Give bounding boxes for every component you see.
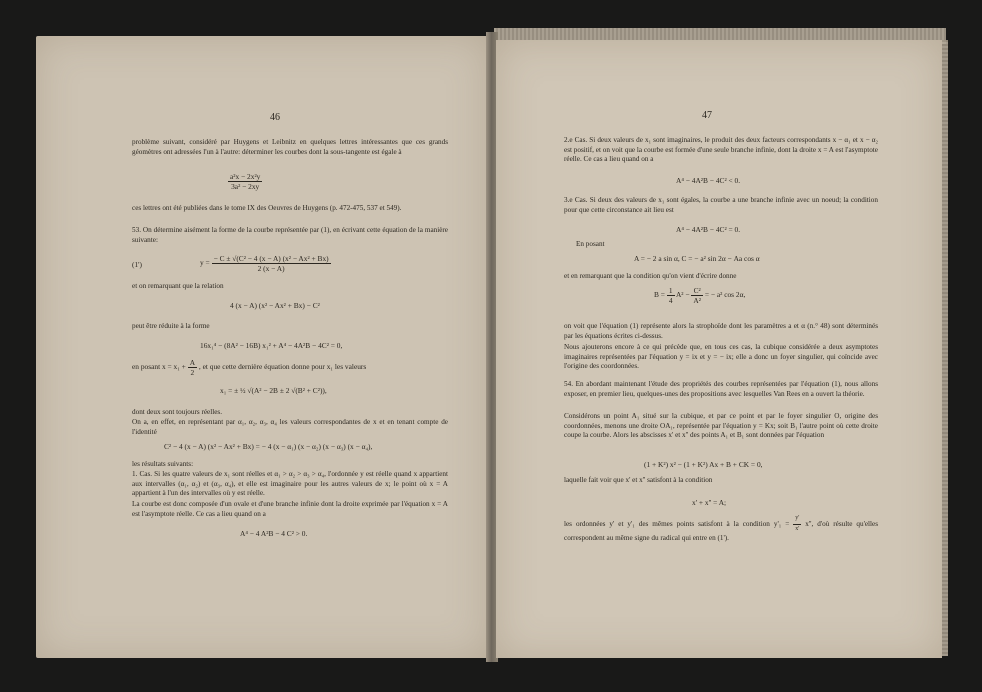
fraction-numerator: y': [793, 514, 801, 525]
equation-lhs: y =: [200, 258, 210, 268]
text-line: les ordonnées y' et y'₁ des mêmes points satisfont à la condition y'₁ =: [564, 519, 790, 528]
paragraph: [564, 476, 878, 486]
paragraph: [132, 138, 448, 157]
fraction-denominator: x': [795, 525, 800, 532]
fraction-numerator: C²: [691, 286, 703, 296]
equation: C² − 4 (x − A) (x² − Ax² + Bx) = − 4 (x − α₁) (x − α₂) (x − α₃) (x − α₄),: [164, 442, 373, 451]
equation-inline: [132, 358, 366, 377]
paragraph: [132, 204, 448, 214]
paragraph: [564, 412, 878, 441]
paragraph: [564, 343, 878, 372]
paragraph: [132, 418, 448, 437]
text-line: 3.e Cas. Si deux des valeurs de x₁ sont égales, la courbe a une branche infinie avec un noeud; la condition pour que cette circonstance ait lieu est: [564, 196, 878, 214]
paragraph: [564, 514, 878, 544]
equation: 16x₁⁴ − (8A² − 16B) x₁² + A⁴ − 4A²B − 4C² = 0,: [200, 341, 343, 350]
paragraph: [132, 470, 448, 499]
fraction-denominator: A²: [693, 296, 701, 305]
fraction-numerator: 1: [668, 286, 673, 295]
equation-lhs: B =: [654, 290, 665, 300]
text-line: x'', d'où résulte qu'elles correspondent au même signe du radical qui entre en (1').: [564, 519, 879, 543]
paragraph: [132, 226, 448, 245]
fraction-denominator: 4: [668, 296, 673, 305]
equation: A⁴ − 4 A²B − 4 C² > 0.: [240, 529, 308, 538]
text-line: 54. En abordant maintenant l'étude des propriétés des courbes représentées par l'équation (1), nous allons exposer, en premier lieu, quelques-unes des propositions avec lesquelles Van Rees en a ouvert la théorie.: [564, 380, 878, 398]
equation-term: = − a² cos 2α,: [704, 290, 746, 300]
paragraph: [564, 136, 878, 165]
equation: x₁ = ± ½ √(A² − 2B ± 2 √(B² + C²)),: [220, 386, 327, 395]
text-line: 53. On détermine aisément la forme de la courbe représentée par (1), en écrivant cette équation de la manière suivante:: [132, 226, 448, 244]
text-line: La courbe est donc composée d'un ovale et d'une branche infinie dont la droite exprimée par l'équation x = A est l'asymptote réelle. Ce cas a lieu quand on a: [132, 500, 448, 518]
paragraph: [564, 272, 878, 282]
text-line: on voit que l'équation (1) représente alors la strophoïde dont les paramètres a et α (n.° 48) sont déterminés par les équations écrites ci-dessus.: [564, 322, 878, 340]
text-line: dont deux sont toujours réelles.: [132, 408, 223, 416]
text-line: ces lettres ont été publiées dans le tome IX des Oeuvres de Huygens (p. 472-475, 537 et 549).: [132, 204, 402, 212]
equation: x' + x'' = A;: [692, 498, 727, 507]
equation-term: A² −: [675, 290, 690, 300]
fraction-denominator: 3a² − 2xy: [231, 182, 260, 191]
text-line: On a, en effet, en représentant par α₁, α₂, α₃, α₄ les valeurs correspondantes de x et en tenant compte de l'identité: [132, 418, 448, 436]
text-line: Considérons un point A₁ situé sur la cubique, et par ce point et par le foyer singulier O, origine des coordonnées, menons une droite OA₁, représentée par l'équation y = Kx; soit B₁ l'autre point où cette droite coupe la courbe. Alors les abscisses x' et x'' des points A₁ et B₁ sont données par l'équation: [564, 412, 878, 440]
text-line: et en remarquant que la condition qu'on vient d'écrire donne: [564, 272, 737, 280]
paragraph: [132, 408, 448, 418]
equation-label: (1'): [132, 260, 142, 269]
left-page: [36, 36, 488, 658]
fraction-numerator: A: [189, 358, 196, 367]
paragraph: [564, 322, 878, 341]
right-page: [496, 40, 942, 658]
text-line: 2.e Cas. Si deux valeurs de x₁ sont imaginaires, le produit des deux facteurs correspondants x − α₁ et x − α₂ est positif, et on voit que la courbe est formée d'une seule branche infinie, dont la droite x = A est l'asymptote réelle. Ce cas a lieu quand on a: [564, 136, 878, 164]
text-line: et on remarquant que la relation: [132, 282, 224, 290]
text-line: les résultats suivants:: [132, 460, 194, 468]
fraction-denominator: 2: [190, 368, 195, 377]
text-line: peut être réduite à la forme: [132, 322, 210, 330]
page-number: 47: [702, 110, 712, 121]
text-line: laquelle fait voir que x' et x'' satisfont à la condition: [564, 476, 713, 484]
paragraph: [564, 380, 878, 399]
fraction-denominator: 2 (x − A): [257, 264, 285, 273]
fraction-numerator: a²x − 2x²y: [230, 172, 261, 181]
equation: A = − 2 a sin α, C = − a² sin 2α − Aa cos α: [634, 254, 760, 263]
text-line: Nous ajouterons encore à ce qui précède que, en tous ces cas, la cubique considérée a deux asymptotes imaginaires représentées par l'équation y = ix et y = − ix; elle a donc un foyer singulier, qui coïncide avec l'origine des coordonnées.: [564, 343, 878, 371]
equation: (1 + K²) x² − (1 + K²) Ax + B + CK = 0,: [644, 460, 763, 469]
paragraph: [132, 322, 448, 332]
text-line: , et que cette dernière équation donne pour x₁ les valeurs: [198, 362, 367, 372]
text-line: problème suivant, considéré par Huygens et Leibnitz en quelques lettres intéressantes que ces grands géomètres ont adressées l'un à l'autre: déterminer les courbes dont la sous-tangente est égale à: [132, 138, 448, 156]
equation: A⁴ − 4A²B − 4C² < 0.: [676, 176, 741, 185]
equation: [654, 286, 745, 305]
equation: [228, 172, 262, 191]
paragraph: [576, 240, 876, 250]
paragraph: [132, 460, 448, 470]
paragraph: [132, 500, 448, 519]
text-line: en posant x = x₁ +: [132, 362, 186, 372]
text-line: 1. Cas. Si les quatre valeurs de x₁ sont réelles et α₁ > α₂ > α₃ > α₄, l'ordonnée y est réelle quand x appartient aux intervalles (α₁, α₂) et (α₃, α₄), et elle est imaginaire pour les autres valeurs de x; le point où x = A appartient à l'un des intervalles où y est réelle.: [132, 470, 448, 498]
page-number: 46: [270, 112, 280, 123]
equation: [200, 254, 331, 273]
equation: 4 (x − A) (x² − Ax² + Bx) − C²: [230, 301, 320, 310]
fraction-numerator: − C ± √(C² − 4 (x − A) (x² − Ax² + Bx): [213, 254, 329, 263]
paragraph: [132, 282, 448, 292]
text-line: En posant: [576, 240, 605, 248]
paragraph: [564, 196, 878, 215]
equation: A⁴ − 4A²B − 4C² = 0.: [676, 225, 741, 234]
